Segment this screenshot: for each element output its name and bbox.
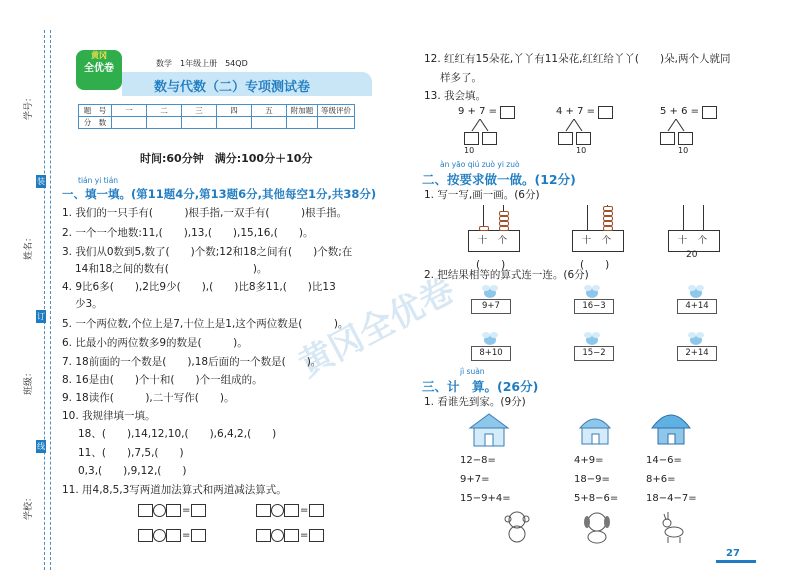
q3-line1: 3. 我们从0数到5,数了( )个数;12和18之间有( )个数;在	[62, 246, 353, 258]
section3-title: 三、计 算。(26分)	[422, 379, 539, 394]
q12-line2: 样多了。	[440, 72, 482, 84]
score-header: 三	[182, 105, 217, 117]
match-card-top[interactable]: 16−3	[574, 299, 614, 314]
make-ten-item	[660, 106, 730, 158]
bee-icon	[582, 331, 602, 345]
binding-line-2	[50, 30, 51, 570]
abacus-bead	[603, 206, 613, 211]
house-icon	[574, 410, 616, 446]
abacus-answer: 20	[686, 250, 698, 260]
make-ten-expr: 4 + 7 =	[556, 106, 596, 117]
house-icon	[466, 412, 512, 448]
calc-problem: 15−9+4=	[460, 493, 511, 504]
subject-info: 数学 1年级上册 54QD	[156, 59, 248, 68]
bee-icon	[686, 284, 706, 298]
match-card-bottom[interactable]: 2+14	[677, 346, 717, 361]
bee-icon	[480, 284, 500, 298]
operator-circle[interactable]	[153, 504, 166, 517]
tens-label: 十	[478, 236, 488, 246]
q11-equation-add-2: =	[256, 500, 324, 519]
ones-label: 个	[498, 236, 508, 246]
q11-equation-add-1: =	[138, 500, 206, 519]
abacus-bead	[603, 226, 613, 231]
answer-box[interactable]	[500, 106, 515, 119]
logo-badge	[76, 50, 122, 90]
answer-box[interactable]	[309, 504, 324, 517]
deer-icon	[656, 510, 686, 544]
q9: 9. 18读作( ),二十写作( )。	[62, 392, 235, 404]
score-table	[78, 104, 355, 129]
bee-icon	[686, 331, 706, 345]
abacus-bead	[479, 226, 489, 231]
match-card-bottom[interactable]: 15−2	[574, 346, 614, 361]
calc-problem: 18−9=	[574, 474, 610, 485]
page-number: 27	[726, 548, 740, 559]
q12-line1: 12. 红红有15朵花,丫丫有11朵花,红红给丫丫( )朵,两个人就同	[424, 53, 731, 65]
score-cell[interactable]	[318, 117, 355, 129]
s2q2: 2. 把结果相等的算式连一连。(6分)	[424, 269, 589, 281]
binding-line	[44, 30, 45, 570]
make-ten-expr: 9 + 7 =	[458, 106, 498, 117]
score-header: 题 号	[79, 105, 112, 117]
tens-label: 十	[582, 236, 592, 246]
answer-box[interactable]	[464, 132, 479, 145]
q8: 8. 16是由( )个十和( )个一组成的。	[62, 374, 263, 386]
make-ten-item	[556, 106, 626, 158]
logo-line1: 黄冈	[91, 51, 107, 60]
s3q1: 1. 看谁先到家。(9分)	[424, 396, 526, 408]
abacus-answer[interactable]: ( )	[476, 259, 506, 271]
q10-row: 11、( ),7,5,( )	[78, 447, 184, 459]
page-number-accent	[716, 560, 756, 563]
s2q1: 1. 写一写,画一画。(6分)	[424, 189, 540, 201]
score-cell[interactable]	[287, 117, 318, 129]
match-card-bottom[interactable]: 8+10	[471, 346, 511, 361]
answer-box[interactable]	[702, 106, 717, 119]
abacus-2	[572, 230, 624, 252]
section2-title: 二、按要求做一做。(12分)	[422, 172, 576, 187]
operator-circle[interactable]	[271, 504, 284, 517]
q4-line1: 4. 9比6多( ),2比9少( ),( )比8多11,( )比13	[62, 281, 336, 293]
abacus-bead	[499, 216, 509, 221]
answer-box[interactable]	[576, 132, 591, 145]
answer-box[interactable]	[256, 529, 271, 542]
q10-row: 18、( ),14,12,10,( ),6,4,2,( )	[78, 428, 277, 440]
make-ten-bottom: 10	[464, 146, 475, 155]
section1-pinyin: tián yi tián	[78, 176, 119, 185]
abacus-rod	[683, 205, 684, 231]
abacus-bead	[603, 221, 613, 226]
score-cell[interactable]	[252, 117, 287, 129]
score-header: 等级评价	[318, 105, 355, 117]
score-row-label: 分 数	[79, 117, 112, 129]
abacus-bead	[499, 221, 509, 226]
q7: 7. 18前面的一个数是( ),18后面的一个数是( )。	[62, 356, 322, 368]
answer-box[interactable]	[166, 529, 181, 542]
watermark: 黄冈全优卷	[292, 270, 462, 386]
abacus-rod	[703, 205, 704, 231]
q10: 10. 我规律填一填。	[62, 410, 156, 422]
operator-circle[interactable]	[153, 529, 166, 542]
answer-box[interactable]	[138, 504, 153, 517]
calc-problem: 9+7=	[460, 474, 490, 485]
answer-box[interactable]	[284, 504, 299, 517]
answer-box[interactable]	[191, 529, 206, 542]
calc-problem: 12−8=	[460, 455, 496, 466]
calc-problem: 5+8−6=	[574, 493, 619, 504]
answer-box[interactable]	[678, 132, 693, 145]
score-cell[interactable]	[182, 117, 217, 129]
calc-problem: 14−6=	[646, 455, 682, 466]
answer-box[interactable]	[660, 132, 675, 145]
make-ten-bottom: 10	[678, 146, 689, 155]
score-header: 一	[112, 105, 147, 117]
q13: 13. 我会填。	[424, 90, 487, 102]
answer-box[interactable]	[166, 504, 181, 517]
make-ten-item	[458, 106, 528, 158]
student-number-label: 学号：	[24, 92, 34, 120]
q2: 2. 一个一个地数:11,( ),13,( ),15,16,( )。	[62, 227, 314, 239]
q5: 5. 一个两位数,个位上是7,十位上是1,这个两位数是( )。	[62, 318, 349, 330]
score-header: 四	[217, 105, 252, 117]
calc-problem: 18−4−7=	[646, 493, 697, 504]
section1-title: 一、填一填。(第11题4分,第13题6分,其他每空1分,共38分)	[62, 187, 377, 201]
abacus-bead	[499, 211, 509, 216]
bee-icon	[582, 284, 602, 298]
section2-pinyin: àn yāo qiú zuò yi zuò	[440, 160, 520, 169]
binding-marker: 订	[37, 312, 45, 321]
binding-marker: 装	[37, 177, 45, 186]
score-header: 五	[252, 105, 287, 117]
split-lines	[562, 119, 592, 133]
score-table-score-row	[79, 117, 355, 129]
puppy-icon	[580, 510, 614, 544]
score-cell[interactable]	[147, 117, 182, 129]
ones-label: 个	[602, 236, 612, 246]
name-label: 姓名：	[24, 232, 34, 260]
q11-equation-sub-1: =	[138, 525, 206, 544]
q11-equation-sub-2: =	[256, 525, 324, 544]
bee-icon	[480, 331, 500, 345]
split-lines	[664, 119, 694, 133]
match-card-top[interactable]: 4+14	[677, 299, 717, 314]
abacus-bead	[499, 226, 509, 231]
match-card-top[interactable]: 9+7	[471, 299, 511, 314]
binding-marker: 线	[37, 442, 45, 451]
make-ten-expr: 5 + 6 =	[660, 106, 700, 117]
logo-line2: 全优卷	[84, 63, 114, 74]
calc-problem: 8+6=	[646, 474, 676, 485]
abacus-bead	[603, 211, 613, 216]
abacus-rod	[587, 205, 588, 231]
answer-box[interactable]	[284, 529, 299, 542]
split-lines	[468, 119, 498, 133]
score-table-header-row	[79, 105, 355, 117]
score-cell[interactable]	[112, 117, 147, 129]
abacus-bead	[603, 216, 613, 221]
q10-row: 0,3,( ),9,12,( )	[78, 465, 187, 477]
answer-box[interactable]	[558, 132, 573, 145]
ones-label: 个	[698, 236, 708, 246]
score-header: 附加题	[287, 105, 318, 117]
answer-box[interactable]	[191, 504, 206, 517]
q11: 11. 用4,8,5,3写两道加法算式和两道减法算式。	[62, 484, 287, 496]
operator-circle[interactable]	[271, 529, 284, 542]
house-icon	[650, 408, 692, 446]
make-ten-bottom: 10	[576, 146, 587, 155]
answer-box[interactable]	[138, 529, 153, 542]
score-header: 二	[147, 105, 182, 117]
monkey-icon	[502, 510, 532, 544]
q4-line2: 少3。	[75, 298, 103, 310]
answer-box[interactable]	[256, 504, 271, 517]
score-cell[interactable]	[217, 117, 252, 129]
answer-box[interactable]	[309, 529, 324, 542]
section3-pinyin: jì suàn	[460, 367, 485, 376]
abacus-1	[468, 230, 520, 252]
time-info: 时间:60分钟 满分:100分＋10分	[140, 152, 313, 165]
q6: 6. 比最小的两位数多9的数是( )。	[62, 337, 248, 349]
answer-box[interactable]	[598, 106, 613, 119]
calc-problem: 4+9=	[574, 455, 604, 466]
answer-box[interactable]	[482, 132, 497, 145]
tens-label: 十	[678, 236, 688, 246]
q1: 1. 我们的一只手有( )根手指,一双手有( )根手指。	[62, 207, 348, 219]
school-label: 学校：	[24, 492, 34, 520]
class-label: 班级：	[24, 367, 34, 395]
q3-line2: 14和18之间的数有( )。	[75, 263, 268, 275]
abacus-answer[interactable]: ( )	[580, 259, 610, 271]
page-title: 数与代数（二）专项测试卷	[154, 80, 311, 95]
